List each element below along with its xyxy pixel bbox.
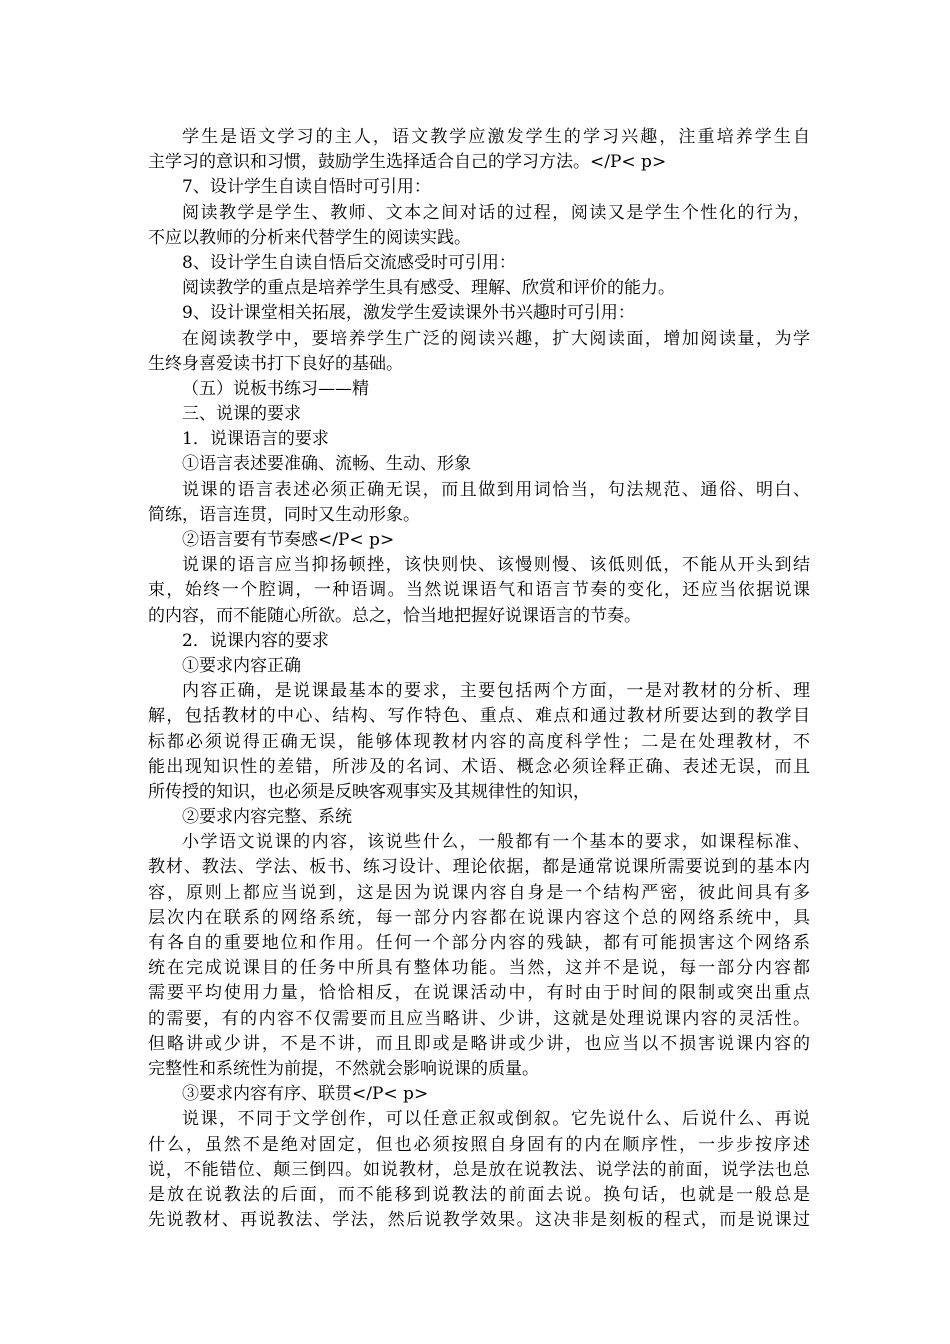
text-line: 解，包括教材的中心、结构、写作特色、重点、难点和通过教材所要达到的教学目 xyxy=(148,706,810,727)
document-body xyxy=(148,125,810,1233)
text-line: 2．说课内容的要求 xyxy=(182,630,329,651)
text-line: 阅读教学是学生、教师、文本之间对话的过程，阅读又是学生个性化的行为， xyxy=(182,202,810,223)
text-line: ②语言要有节奏感</P< p> xyxy=(182,530,395,550)
text-line: 主学习的意识和习惯，鼓励学生选择适合自己的学习方法。</P< p> xyxy=(148,152,667,173)
text-line: 有各自的重要地位和作用。任何一个部分内容的残缺，都有可能损害这个网络系 xyxy=(148,933,810,953)
text-line: 说课的语言表述必须正确无误，而且做到用词恰当，句法规范、通俗、明白、 xyxy=(182,479,810,500)
text-line: 是放在说教法的后面，而不能移到说教法的前面去说。换句话，也就是一般总是 xyxy=(148,1184,810,1205)
text-line: 简练，语言连贯，同时又生动形象。 xyxy=(148,504,420,525)
text-line: 标都必须说得正确无误，能够体现教材内容的高度科学性；二是在处理教材，不 xyxy=(148,731,810,752)
text-line: 统在完成说课目的任务中所具有整体功能。当然，这并不是说，每一部分内容都 xyxy=(148,958,810,979)
text-line: 1．说课语言的要求 xyxy=(182,429,329,450)
text-line: 教材、教法、学法、板书、练习设计、理论依据，都是通常说课所需要说到的基本内 xyxy=(148,857,810,878)
text-line: 不应以教师的分析来代替学生的阅读实践。 xyxy=(148,227,471,248)
text-line: 但略讲或少讲，不是不讲，而且即或是略讲或少讲，也应当以不损害说课内容的 xyxy=(148,1033,810,1054)
text-line: 生终身喜爱读书打下良好的基础。 xyxy=(148,353,403,374)
text-line: 需要平均使用力量，恰恰相反，在说课活动中，有时由于时间的限制或突出重点 xyxy=(148,983,810,1004)
text-line: 学生是语文学习的主人，语文教学应激发学生的学习兴趣，注重培养学生自 xyxy=(182,127,810,147)
text-line: ①语言表述要准确、流畅、生动、形象 xyxy=(182,454,471,475)
text-line: 能出现知识性的差错，所涉及的名词、术语、概念必须诠释正确、表述无误，而且 xyxy=(148,756,810,777)
text-line: 容，原则上都应当说到，这是因为说课内容自身是一个结构严密，彼此间具有多 xyxy=(148,882,810,903)
text-line: 说课的语言应当抑扬顿挫，该快则快、该慢则慢、该低则低，不能从开头到结 xyxy=(182,555,810,576)
text-line: 三、说课的要求 xyxy=(182,404,301,425)
text-line: 8、设计学生自读自悟后交流感受时可引用： xyxy=(182,252,516,273)
text-line: 所传授的知识，也必须是反映客观事实及其规律性的知识， xyxy=(148,781,590,802)
text-line: 什么，虽然不是绝对固定，但也必须按照自身固有的内在顺序性，一步步按序述 xyxy=(148,1134,810,1155)
text-line: ②要求内容完整、系统 xyxy=(182,807,352,828)
text-line: 阅读教学的重点是培养学生具有感受、理解、欣赏和评价的能力。 xyxy=(182,278,675,299)
text-line: （五）说板书练习——精 xyxy=(182,378,369,399)
text-line: 9、设计课堂相关拓展，激发学生爱读课外书兴趣时可引用： xyxy=(182,303,635,324)
text-line: 束，始终一个腔调，一种语调。当然说课语气和语言节奏的变化，还应当依据说课 xyxy=(148,580,810,601)
text-line: 内容正确，是说课最基本的要求，主要包括两个方面，一是对教材的分析、理 xyxy=(182,681,810,702)
text-line: 先说教材、再说教法、学法，然后说教学效果。这决非是刻板的程式，而是说课过 xyxy=(148,1210,810,1231)
text-line: ①要求内容正确 xyxy=(182,655,301,676)
text-line: 的需要，有的内容不仅需要而且应当略讲、少讲，这就是处理说课内容的灵活性。 xyxy=(148,1008,810,1029)
text-line: 说课，不同于文学创作，可以任意正叙或倒叙。它先说什么、后说什么、再说 xyxy=(182,1109,810,1130)
text-line: 7、设计学生自读自悟时可引用： xyxy=(182,177,431,198)
text-line: 层次内在联系的网络系统，每一部分内容都在说课内容这个总的网络系统中，具 xyxy=(148,907,810,928)
text-line: ③要求内容有序、联贯</P< p> xyxy=(182,1084,429,1105)
text-line: 说，不能错位、颠三倒四。如说教材，总是放在说教法、说学法的前面，说学法也总 xyxy=(148,1159,810,1180)
text-line: 完整性和系统性为前提，不然就会影响说课的质量。 xyxy=(148,1058,539,1079)
text-line: 小学语文说课的内容，该说些什么，一般都有一个基本的要求，如课程标准、 xyxy=(182,832,810,853)
text-line: 的内容，而不能随心所欲。总之，恰当地把握好说课语言的节奏。 xyxy=(148,605,641,626)
text-line: 在阅读教学中，要培养学生广泛的阅读兴趣，扩大阅读面，增加阅读量，为学 xyxy=(182,328,810,349)
